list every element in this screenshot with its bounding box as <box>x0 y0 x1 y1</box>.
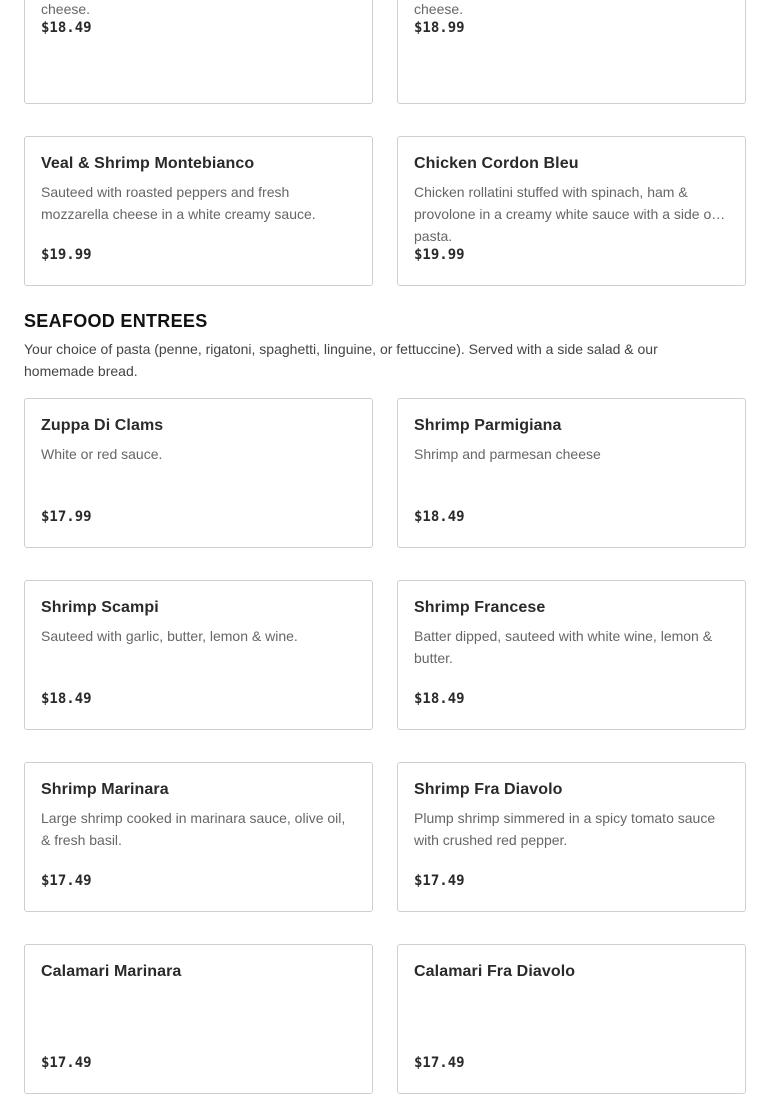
menu-item-description: Batter dipped, sauteed with white wine, lemon & butter. <box>414 628 713 666</box>
menu-item-card[interactable] <box>397 944 746 1094</box>
menu-item-name: Calamari Marinara <box>41 963 182 980</box>
menu-item-price: $17.49 <box>414 873 465 889</box>
menu-item-price: $18.49 <box>414 691 465 707</box>
menu-item-price: $19.99 <box>41 247 92 263</box>
menu-item-card[interactable] <box>24 762 373 912</box>
menu-item-price: $17.99 <box>41 509 92 525</box>
menu-item-card[interactable]: cheese. $18.99 <box>397 0 746 104</box>
menu-item-card[interactable]: cheese. $18.49 <box>24 0 373 104</box>
menu-item-price: $17.49 <box>41 873 92 889</box>
menu-item-description: Plump shrimp simmered in a spicy tomato sauce with crushed red pepper. <box>414 810 716 848</box>
section-description: Your choice of pasta (penne, rigatoni, spaghetti, linguine, or fettuccine). Served with a side salad & our homemade bread. <box>24 341 658 379</box>
menu-item-card[interactable] <box>397 398 746 548</box>
menu-item-description: Shrimp and parmesan cheese <box>414 446 601 462</box>
menu-item-name: Shrimp Parmigiana <box>414 417 562 434</box>
menu-item-name: Shrimp Francese <box>414 599 546 616</box>
menu-item-card[interactable] <box>397 580 746 730</box>
menu-item-price: $19.99 <box>414 247 465 263</box>
menu-item-description: White or red sauce. <box>41 446 163 462</box>
menu-item-card[interactable] <box>24 944 373 1094</box>
menu-item-description: Large shrimp cooked in marinara sauce, olive oil, & fresh basil. <box>41 810 346 848</box>
menu-item-name: Veal & Shrimp Montebianco <box>41 155 255 172</box>
menu-item-name: Chicken Cordon Bleu <box>414 155 579 172</box>
section-title: SEAFOOD ENTREES <box>24 311 208 331</box>
menu-item-description: Sauteed with garlic, butter, lemon & wine. <box>41 628 298 644</box>
menu-item-price: $17.49 <box>414 1055 465 1071</box>
menu-item-description: Chicken rollatini stuffed with spinach, ham & provolone in a creamy white sauce with a side of pasta. <box>414 184 716 244</box>
menu-item-card[interactable] <box>397 136 746 286</box>
menu-item-price: $17.49 <box>41 1055 92 1071</box>
menu-item-price: $18.99 <box>414 20 465 36</box>
menu-item-price: $18.49 <box>414 509 465 525</box>
menu-item-price: $18.49 <box>41 20 92 36</box>
menu-item-name: Shrimp Scampi <box>41 599 159 616</box>
menu-item-card[interactable] <box>24 580 373 730</box>
menu-item-name: Shrimp Fra Diavolo <box>414 781 563 798</box>
menu-item-name: Calamari Fra Diavolo <box>414 963 576 980</box>
menu-item-card[interactable] <box>24 398 373 548</box>
menu-item-card[interactable] <box>24 136 373 286</box>
menu-item-description: Sauteed with roasted peppers and fresh mozzarella cheese in a white creamy sauce. <box>41 184 316 222</box>
menu-item-price: $18.49 <box>41 691 92 707</box>
menu-item-name: Shrimp Marinara <box>41 781 169 798</box>
menu-item-name: Zuppa Di Clams <box>41 417 164 434</box>
menu-item-card[interactable] <box>397 762 746 912</box>
